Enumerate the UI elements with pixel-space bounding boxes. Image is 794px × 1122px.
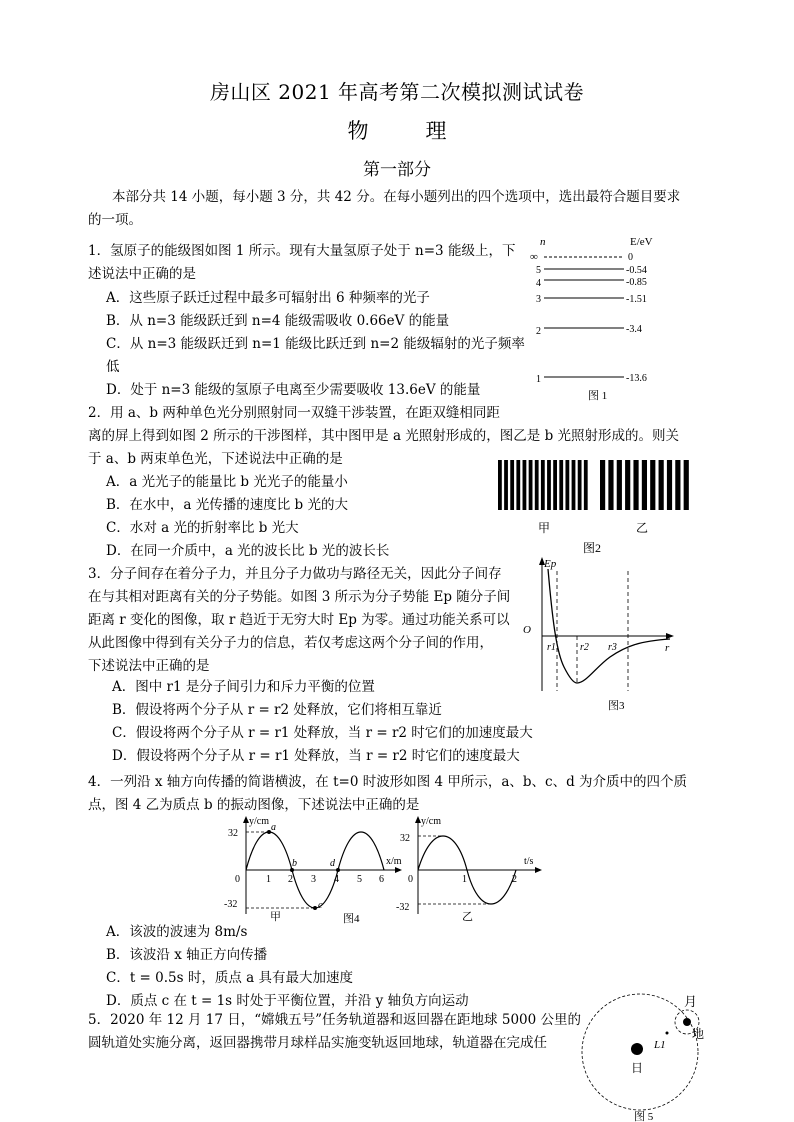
svg-text:-1.51: -1.51	[626, 294, 647, 305]
q1-stem-1: 1．氢原子的能级图如图 1 所示。现有大量氢原子处于 n=3 能级上，下	[88, 243, 516, 259]
svg-text:乙: 乙	[462, 911, 473, 923]
svg-text:2: 2	[288, 874, 293, 885]
r1-label: r1	[547, 642, 556, 653]
earth-label: 地	[692, 1027, 705, 1041]
q2-stem-3: 于 a、b 两束单色光，下述说法中正确的是	[88, 451, 343, 467]
bright-fringe-b	[675, 460, 680, 510]
bright-fringe-a	[516, 460, 520, 510]
bright-fringe-a	[565, 460, 569, 510]
q3-stem-2: 在与其相对距离有关的分子势能。如图 3 所示为分子势能 Ep 随分子间	[88, 589, 511, 605]
svg-text:∞: ∞	[530, 251, 538, 263]
subject-title: 物 理	[347, 119, 465, 143]
bright-fringe-a	[504, 460, 508, 510]
bright-fringe-a	[541, 460, 545, 510]
bright-fringe-b	[684, 460, 689, 510]
svg-text:-32: -32	[224, 899, 238, 910]
svg-text:-13.6: -13.6	[626, 373, 647, 384]
bright-fringe-b	[617, 460, 622, 510]
level-inf	[530, 251, 633, 263]
bright-fringe-a	[498, 460, 502, 510]
fringe-label-b: 乙	[636, 521, 649, 535]
fringe-pattern-b	[600, 460, 689, 510]
point-c: c	[318, 900, 323, 911]
q3-option-a: A．图中 r1 是分子间引力和斥力平衡的位置	[112, 679, 375, 695]
l1-point	[666, 1032, 669, 1035]
part-title: 第一部分	[363, 160, 431, 180]
svg-text:5: 5	[357, 874, 362, 885]
origin-label: O	[523, 624, 531, 636]
bright-fringe-b	[650, 460, 655, 510]
bright-fringe-b	[659, 460, 664, 510]
moon-label: 月	[684, 994, 698, 1009]
svg-text:2: 2	[512, 874, 517, 885]
q2-option-c: C．水对 a 光的折射率比 b 光大	[106, 520, 299, 536]
q5-stem-1: 5．2020 年 12 月 17 日，“嫦娥五号”任务轨道器和返回器在距地球 5000 公里的	[88, 1012, 581, 1028]
svg-text:甲: 甲	[270, 911, 281, 923]
bright-fringe-a	[572, 460, 576, 510]
level-4	[536, 277, 647, 289]
svg-text:1: 1	[536, 374, 541, 385]
intro-line-2: 的一项。	[88, 212, 142, 228]
q3-option-d: D．假设将两个分子从 r = r1 处释放，当 r = r2 时它们的速度最大	[112, 748, 520, 764]
q3-option-b: B．假设将两个分子从 r = r2 处释放，它们将相互靠近	[112, 702, 442, 718]
svg-text:y/cm: y/cm	[249, 816, 269, 827]
q1-option-b: B．从 n=3 能级跃迁到 n=4 能级需吸收 0.66eV 的能量	[106, 313, 450, 329]
svg-text:0: 0	[235, 874, 240, 885]
point-d: d	[330, 858, 335, 869]
q4-stem-2: 点，图 4 乙为质点 b 的振动图像，下述说法中正确的是	[88, 797, 420, 813]
svg-text:4: 4	[334, 874, 339, 885]
q2-option-b: B．在水中，a 光传播的速度比 b 光的大	[106, 497, 348, 513]
svg-text:4: 4	[536, 278, 541, 289]
svg-text:0: 0	[408, 874, 413, 885]
q2-option-d: D．在同一介质中，a 光的波长比 b 光的波长长	[106, 543, 390, 559]
level-1	[536, 373, 647, 385]
sun-label: 日	[631, 1061, 644, 1075]
wave-graph-right	[396, 816, 542, 923]
q1-option-a: A．这些原子跃迁过程中最多可辐射出 6 种频率的光子	[106, 290, 430, 306]
q4-option-c: C．t = 0.5s 时，质点 a 具有最大加速度	[106, 970, 353, 986]
q2-option-a: A．a 光光子的能量比 b 光光子的能量小	[106, 474, 348, 490]
q1-option-c: C．从 n=3 能级跃迁到 n=1 能级比跃迁到 n=2 能级辐射的光子频率	[106, 336, 525, 352]
figure-3-caption: 图3	[608, 700, 625, 712]
potential-energy-figure	[520, 555, 680, 715]
q3-stem-3: 距离 r 变化的图像，取 r 趋近于无穷大时 Ep 为零。通过功能关系可以	[88, 612, 510, 628]
svg-text:x/m: x/m	[386, 856, 402, 867]
svg-text:y/cm: y/cm	[421, 816, 441, 827]
bright-fringe-a	[578, 460, 582, 510]
r2-label: r2	[580, 642, 589, 653]
level-3	[536, 294, 647, 305]
q4-stem-1: 4．一列沿 x 轴方向传播的简谐横波，在 t=0 时波形如图 4 甲所示，a、b、c、d 为介质中的四个质	[88, 774, 688, 790]
bright-fringe-a	[529, 460, 533, 510]
q1-stem-2: 述说法中正确的是	[88, 266, 196, 282]
svg-text:0: 0	[628, 252, 633, 263]
svg-text:-3.4: -3.4	[626, 324, 642, 335]
bright-fringe-a	[547, 460, 551, 510]
earth-icon	[683, 1018, 691, 1026]
figure-2-caption: 图2	[583, 541, 602, 555]
bright-fringe-a	[510, 460, 514, 510]
q2-stem-2: 离的屏上得到如图 2 所示的干涉图样，其中图甲是 a 光照射形成的，图乙是 b 光照射形成的。则关	[88, 428, 680, 444]
bright-fringe-b	[642, 460, 647, 510]
svg-text:32: 32	[228, 828, 238, 839]
intro-line-1: 本部分共 14 小题，每小题 3 分，共 42 分。在每小题列出的四个选项中，选出最符合题目要求	[112, 189, 681, 205]
svg-text:t/s: t/s	[524, 856, 534, 867]
q4-option-b: B．该波沿 x 轴正方向传播	[106, 947, 268, 963]
svg-text:6: 6	[379, 874, 384, 885]
fringe-pattern-a	[498, 460, 588, 510]
q1-option-c-cont: 低	[106, 359, 120, 375]
ep-label: Ep	[544, 558, 557, 570]
page-title: 房山区 2021 年高考第二次模拟测试试卷	[209, 80, 585, 104]
l1-label: L1	[654, 1039, 666, 1051]
svg-text:5: 5	[536, 265, 541, 276]
figure-1-caption: 图 1	[588, 390, 608, 402]
level-2	[536, 324, 642, 337]
svg-text:3: 3	[311, 874, 316, 885]
q5-stem-2: 圆轨道处实施分离，返回器携带月球样品实施变轨返回地球，轨道器在完成任	[88, 1035, 547, 1051]
figure-5-caption: 图 5	[634, 1111, 654, 1122]
q3-stem-4: 从此图像中得到有关分子力的信息，若仅考虑这两个分子间的作用，	[88, 635, 493, 651]
svg-text:-0.85: -0.85	[626, 277, 647, 288]
bright-fringe-b	[667, 460, 672, 510]
bright-fringe-a	[559, 460, 563, 510]
svg-text:3: 3	[536, 294, 541, 305]
ep-curve	[548, 569, 670, 683]
bright-fringe-a	[584, 460, 588, 510]
svg-text:-0.54: -0.54	[626, 265, 647, 276]
wave-figure	[222, 814, 542, 924]
bright-fringe-b	[600, 460, 605, 510]
q1-option-d: D．处于 n=3 能级的氢原子电离至少需要吸收 13.6eV 的能量	[106, 382, 481, 398]
q4-option-a: A．该波的波速为 8m/s	[106, 924, 248, 940]
svg-text:1: 1	[462, 874, 467, 885]
wave-graph-left	[224, 816, 402, 923]
q2-stem-1: 2．用 a、b 两种单色光分别照射同一双缝干涉装置，在距双缝相同距	[88, 405, 500, 421]
svg-text:32: 32	[400, 833, 410, 844]
fringe-label-a: 甲	[538, 521, 551, 535]
figure-4-caption: 图4	[343, 913, 360, 924]
bright-fringe-b	[633, 460, 638, 510]
r3-label: r3	[608, 642, 617, 653]
n-header: n	[540, 236, 546, 248]
orbit-figure	[578, 986, 728, 1122]
point-a: a	[271, 822, 276, 833]
q3-option-c: C．假设将两个分子从 r = r1 处释放，当 r = r2 时它们的加速度最大	[112, 725, 533, 741]
interference-figure	[496, 458, 696, 558]
energy-level-diagram	[520, 232, 670, 404]
bright-fringe-a	[553, 460, 557, 510]
q3-stem-5: 下述说法中正确的是	[88, 658, 210, 674]
level-5	[536, 265, 647, 276]
svg-text:1: 1	[266, 874, 271, 885]
r-label: r	[665, 642, 670, 654]
point-b: b	[292, 858, 297, 869]
q4-option-d: D．质点 c 在 t = 1s 时处于平衡位置，并沿 y 轴负方向运动	[106, 993, 469, 1009]
q3-stem-1: 3．分子间存在着分子力，并且分子力做功与路径无关，因此分子间存	[88, 566, 502, 582]
bright-fringe-b	[625, 460, 630, 510]
svg-text:2: 2	[536, 326, 541, 337]
svg-text:-32: -32	[396, 902, 410, 913]
energy-header: E/eV	[630, 236, 653, 248]
bright-fringe-b	[608, 460, 613, 510]
sun-icon	[631, 1043, 643, 1055]
bright-fringe-a	[535, 460, 539, 510]
bright-fringe-a	[523, 460, 527, 510]
